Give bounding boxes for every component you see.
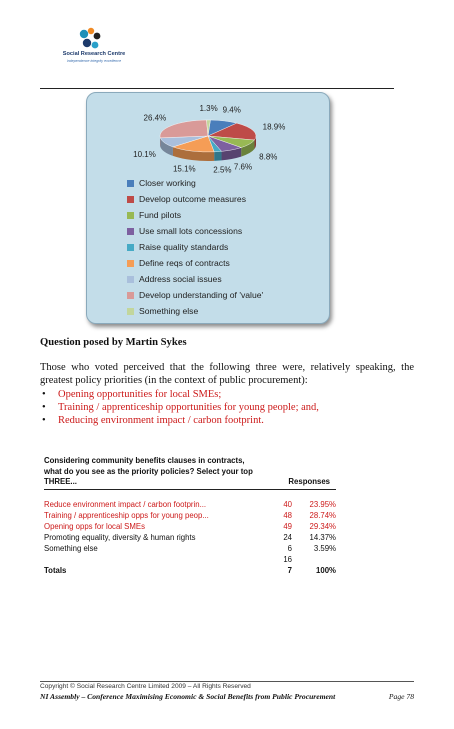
legend-item — [127, 175, 263, 191]
logo-mark-icon — [44, 26, 144, 52]
legend-item — [127, 303, 263, 319]
pie-data-label: 7.6% — [233, 162, 253, 172]
row-percent: 3.59% — [313, 543, 336, 553]
row-label: Reduce environment impact / carbon footprin... — [44, 499, 207, 509]
legend-item — [127, 191, 263, 207]
legend-label: Something else — [139, 306, 199, 316]
priority-list — [40, 388, 414, 427]
legend-swatch — [127, 180, 134, 187]
legend-item — [127, 239, 263, 255]
pie-slice-side — [214, 151, 221, 161]
pie-chart — [86, 92, 330, 324]
table-heading-line: Considering community benefits clauses in contracts, — [44, 456, 245, 465]
row-percent: 28.74% — [309, 510, 336, 520]
priority-item — [40, 414, 414, 427]
row-count: 6 — [287, 543, 292, 553]
pie-data-label: 1.3% — [199, 104, 218, 113]
legend-label: Use small lots concessions — [139, 226, 243, 236]
pie-data-label: 10.1% — [133, 150, 156, 160]
table-row — [44, 499, 336, 510]
legend-swatch — [127, 260, 134, 267]
pie-data-label: 8.8% — [259, 152, 278, 162]
legend-label: Develop understanding of 'value' — [139, 290, 264, 300]
legend-label: Raise quality standards — [139, 242, 229, 252]
responses-table — [44, 456, 336, 576]
pie-data-label: 2.5% — [213, 165, 232, 173]
pie-chart-plot — [87, 93, 329, 173]
row-percent: 23.95% — [309, 499, 336, 509]
table-heading-line: THREE... — [44, 477, 77, 486]
legend-swatch — [127, 212, 134, 219]
priority-item-text: Opening opportunities for local SMEs; — [58, 389, 222, 400]
legend-swatch — [127, 276, 134, 283]
priority-item-text: Reducing environment impact / carbon footprint. — [58, 415, 264, 426]
table-heading-line: what do you see as the priority policies? Select your top — [44, 466, 253, 476]
legend-item — [127, 271, 263, 287]
pie-data-label: 26.4% — [143, 113, 167, 123]
bullet-dot: • — [42, 389, 46, 400]
pie-slice — [160, 120, 208, 138]
total-count-part: 16 — [283, 554, 292, 564]
logo-name: Social Research Centre — [62, 51, 126, 57]
header-rule — [40, 88, 394, 89]
priority-item — [40, 401, 414, 414]
page-number: Page 78 — [388, 692, 414, 701]
responses-header: Responses — [288, 477, 330, 486]
bullet-dot: • — [42, 415, 46, 426]
row-count: 49 — [283, 521, 292, 531]
table-row — [44, 521, 336, 532]
priority-item-text: Training / apprenticeship opportunities for young people; and, — [58, 402, 319, 413]
priority-item — [40, 388, 414, 401]
totals-row — [44, 565, 336, 576]
table-row — [44, 510, 336, 521]
pie-data-label: 9.4% — [222, 105, 241, 115]
copyright: Copyright © Social Research Centre Limited 2009 – All Rights Reserved — [40, 683, 251, 690]
legend-swatch — [127, 196, 134, 203]
table-row — [44, 543, 336, 554]
totals-count: 7 — [287, 565, 292, 575]
logo — [44, 26, 144, 86]
legend-swatch — [127, 292, 134, 299]
legend-label: Define reqs of contracts — [139, 258, 230, 268]
totals-label: Totals — [44, 565, 67, 575]
footer-rule — [40, 681, 414, 682]
legend-item — [127, 255, 263, 271]
legend-label: Closer working — [139, 178, 196, 188]
question-title: Question posed by Martin Sykes — [40, 337, 187, 348]
logo-tagline: independence integrity excellence — [66, 59, 122, 63]
legend-label: Address social issues — [139, 274, 222, 284]
row-percent: 29.34% — [309, 521, 336, 531]
footer-doc-title: NI Assembly – Conference Maximising Economic & Social Benefits from Public Procurement — [40, 692, 336, 701]
row-count: 40 — [283, 499, 292, 509]
bullet-dot: • — [42, 402, 46, 413]
question-paragraph: Those who voted perceived that the following three were, relatively speaking, the greatest policy priorities (in the context of public procurement): — [40, 362, 414, 386]
table-row — [44, 532, 336, 543]
pie-data-label: 15.1% — [172, 164, 196, 173]
legend-item — [127, 207, 263, 223]
legend-swatch — [127, 244, 134, 251]
row-label: Opening opps for local SMEs — [44, 521, 145, 531]
totals-percent: 100% — [316, 565, 336, 575]
legend-swatch — [127, 228, 134, 235]
legend-item — [127, 223, 263, 239]
row-percent: 14.37% — [309, 532, 336, 542]
table-total-part — [44, 554, 336, 565]
legend-item — [127, 287, 263, 303]
chart-legend — [127, 175, 263, 319]
pie-data-label: 18.9% — [262, 122, 286, 132]
row-label: Training / apprenticeship opps for young peop... — [44, 510, 209, 520]
legend-label: Develop outcome measures — [139, 194, 246, 204]
row-label: Promoting equality, diversity & human rights — [44, 532, 196, 542]
legend-label: Fund pilots — [139, 210, 182, 220]
row-count: 24 — [283, 532, 292, 542]
row-label: Something else — [44, 543, 98, 553]
row-count: 48 — [283, 510, 292, 520]
legend-swatch — [127, 308, 134, 315]
table-heading — [44, 456, 336, 490]
